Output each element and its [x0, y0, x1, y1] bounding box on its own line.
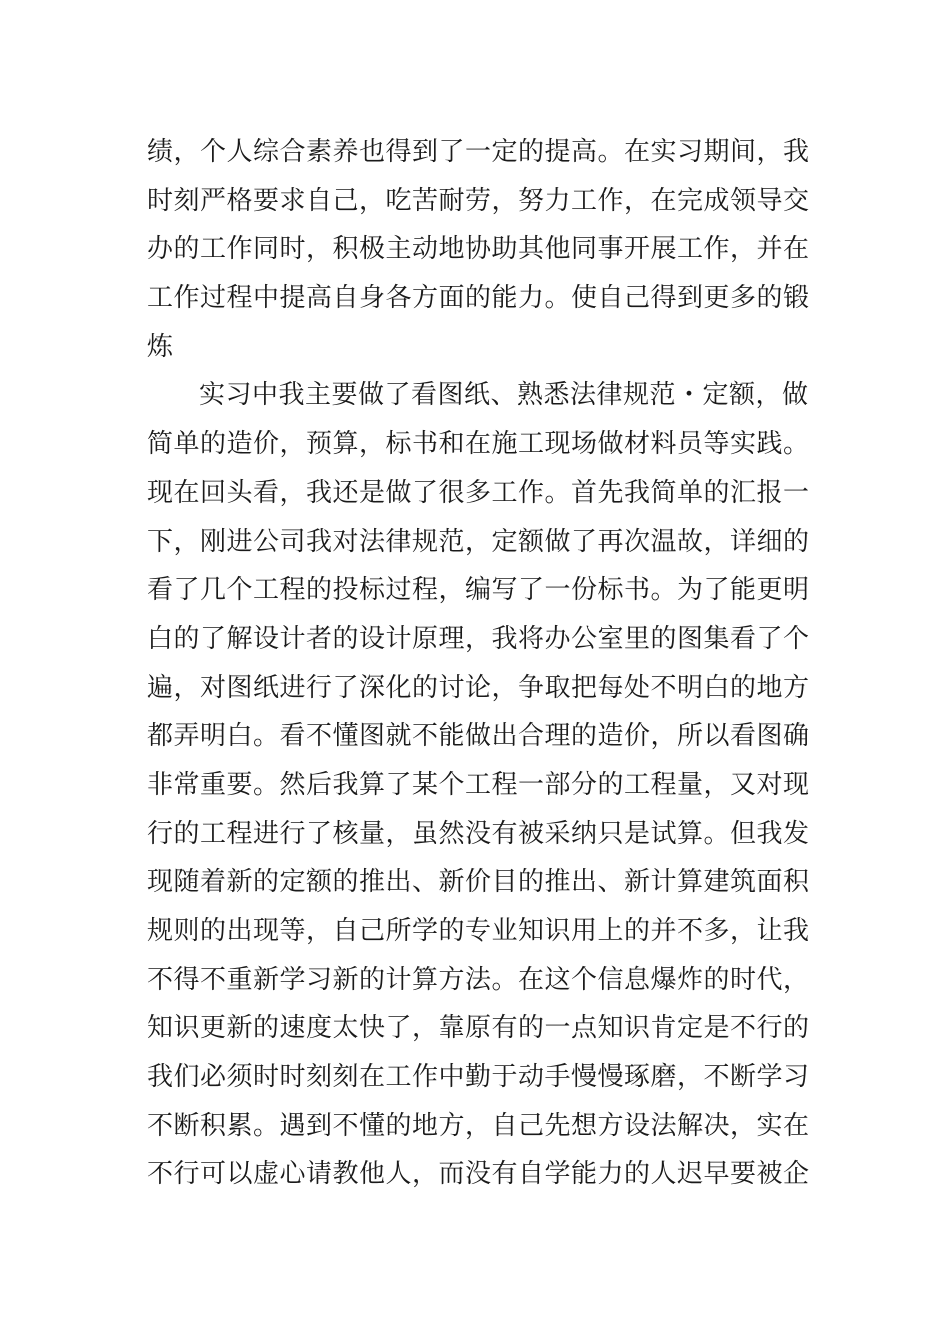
text-line-17: 规则的出现等，自己所学的专业知识用上的并不多，让我: [147, 916, 810, 946]
text-line-20: 我们必须时时刻刻在工作中勤于动手慢慢琢磨，不断学习: [147, 1062, 810, 1093]
text-line-14: 非常重要。然后我算了某个工程一部分的工程量，又对现: [147, 769, 810, 800]
text-line-16: 现随着新的定额的推出、新价目的推出、新计算建筑面积: [147, 867, 810, 898]
text-line-2: 时刻严格要求自己，吃苦耐劳，努力工作，在完成领导交: [147, 185, 810, 216]
text-line-8: 现在回头看，我还是做了很多工作。首先我简单的汇报一: [147, 477, 810, 508]
text-line-5: 炼: [147, 331, 174, 362]
text-line-22: 不行可以虚心请教他人，而没有自学能力的人迟早要被企: [147, 1159, 810, 1190]
text-line-13: 都弄明白。看不懂图就不能做出合理的造价，所以看图确: [147, 721, 810, 752]
text-line-21: 不断积累。遇到不懂的地方，自己先想方设法解决，实在: [147, 1110, 810, 1141]
text-line-6: 实习中我主要做了看图纸、熟悉法律规范・定额，做: [199, 380, 809, 411]
text-line-1: 绩，个人综合素养也得到了一定的提高。在实习期间，我: [147, 137, 810, 167]
text-line-9: 下，刚进公司我对法律规范，定额做了再次温故，详细的: [147, 526, 810, 557]
text-line-18: 不得不重新学习新的计算方法。在这个信息爆炸的时代，: [147, 964, 810, 995]
text-line-7: 简单的造价，预算，标书和在施工现场做材料员等实践。: [147, 429, 810, 460]
text-line-4: 工作过程中提高自身各方面的能力。使自己得到更多的锻: [147, 283, 810, 314]
text-line-11: 白的了解设计者的设计原理，我将办公室里的图集看了个: [147, 623, 810, 654]
text-line-19: 知识更新的速度太快了，靠原有的一点知识肯定是不行的: [147, 1013, 810, 1044]
text-line-15: 行的工程进行了核量，虽然没有被采纳只是试算。但我发: [147, 818, 810, 849]
body-text: [147, 128, 810, 1199]
text-line-10: 看了几个工程的投标过程，编写了一份标书。为了能更明: [147, 575, 810, 606]
text-line-12: 遍，对图纸进行了深化的讨论，争取把每处不明白的地方: [147, 672, 810, 703]
text-line-3: 办的工作同时，积极主动地协助其他同事开展工作，并在: [147, 234, 810, 265]
